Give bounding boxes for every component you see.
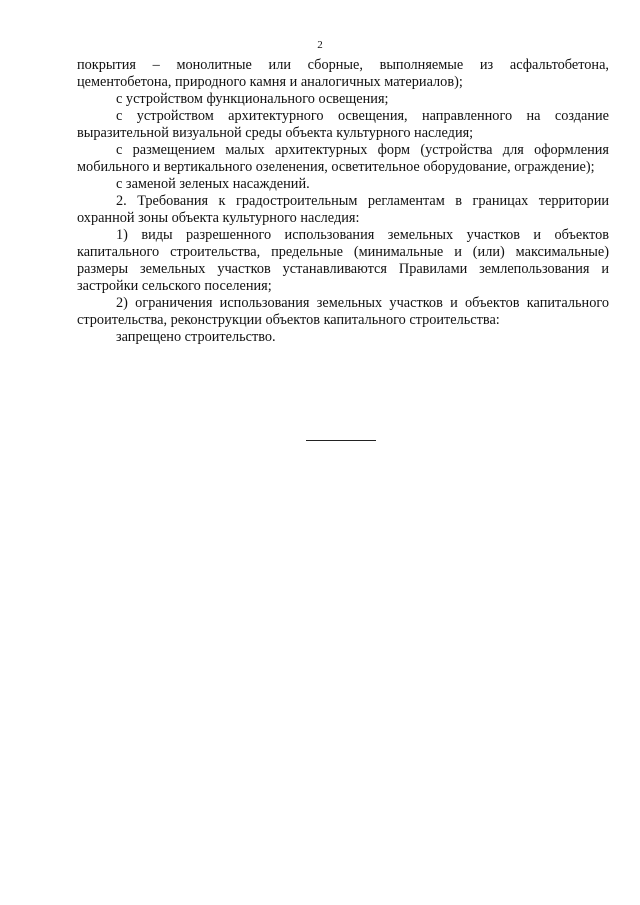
- paragraph-use-restrictions: 2) ограничения использования земельных участков и объектов капитального строительства, реконструкции объектов капитального строительства:: [77, 295, 609, 328]
- page-number: 2: [317, 39, 323, 51]
- end-divider-line: [306, 440, 376, 441]
- paragraph-section-2-heading: 2. Требования к градостроительным регламентам в границах территории охранной зоны объекта культурного наследия:: [77, 193, 609, 226]
- paragraph-small-architectural-forms: с размещением малых архитектурных форм (устройства для оформления мобильного и вертикального озеленения, осветительное оборудование, ограждение);: [77, 142, 609, 175]
- paragraph-green-replacement: с заменой зеленых насаждений.: [116, 176, 310, 192]
- paragraph-construction-prohibited: запрещено строительство.: [116, 329, 276, 345]
- paragraph-pavement-types: покрытия – монолитные или сборные, выполняемые из асфальтобетона, цементобетона, природного камня и аналогичных материалов);: [77, 57, 609, 90]
- paragraph-permitted-use: 1) виды разрешенного использования земельных участков и объектов капитального строительства, предельные (минимальные и (или) максимальные) размеры земельных участков устанавливаются Правилами землепользования и застройки сельского поселения;: [77, 227, 609, 294]
- paragraph-architectural-lighting: с устройством архитектурного освещения, направленного на создание выразительной визуальной среды объекта культурного наследия;: [77, 108, 609, 141]
- paragraph-functional-lighting: с устройством функционального освещения;: [116, 91, 389, 107]
- document-body: [77, 57, 609, 346]
